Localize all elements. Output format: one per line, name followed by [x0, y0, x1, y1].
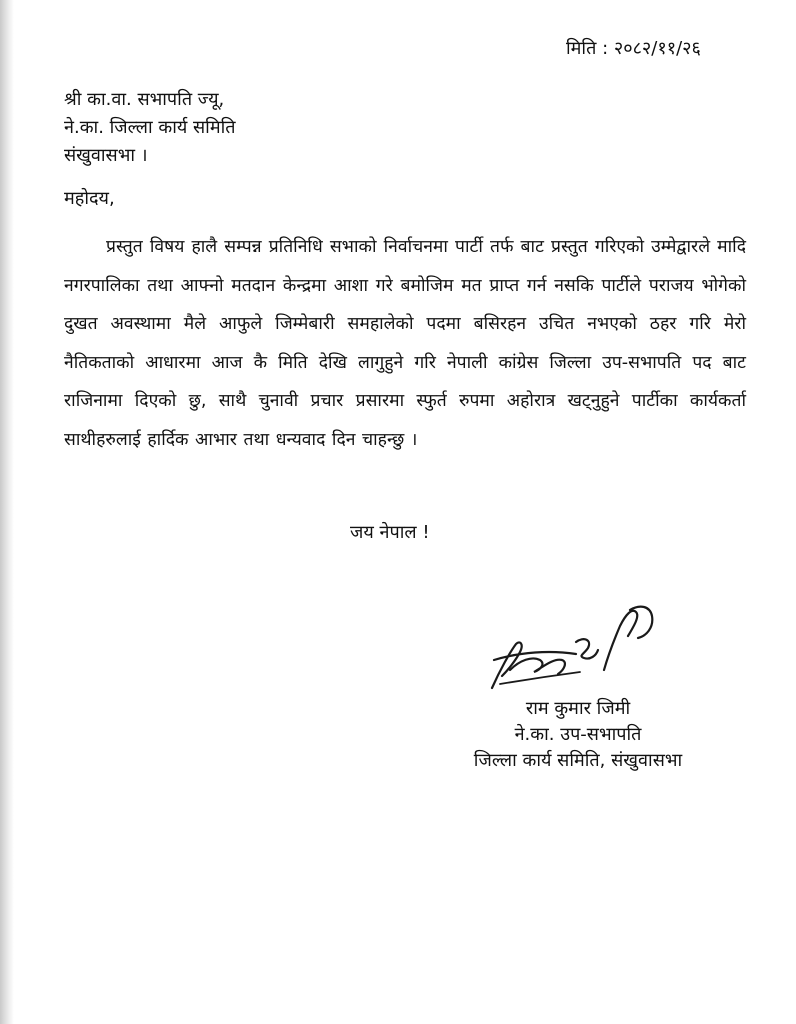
scan-edge-shadow [0, 0, 14, 1024]
addressee-line-2: ने.का. जिल्ला कार्य समिति [64, 117, 236, 138]
addressee-line-1: श्री का.वा. सभापति ज्यू, [64, 89, 225, 110]
handwritten-signature [480, 600, 660, 700]
salutation: महोदय, [64, 188, 115, 209]
letter-body: प्रस्तुत विषय हालै सम्पन्न प्रतिनिधि सभाको निर्वाचनमा पार्टी तर्फ बाट प्रस्तुत गरिएको उम्मेद्वारले मादि नगरपालिका तथा आफ्नो मतदान केन्द्रमा आशा गरे बमोजिम मत प्राप्त गर्न नसकि पार्टीले पराजय भोगेको दुखत अवस्थामा मैले आफुले जिम्मेबारी समहालेको पदमा बसिरहन उचित नभएको ठहर गरि मेरो नैतिकताको आधारमा आज कै मिति देखि लागुहुने गरि नेपाली कांग्रेस जिल्ला उप-सभापति पद बाट राजिनामा दिएको छु, साथै चुनावी प्रचार प्रसारमा स्फुर्त रुपमा अहोरात्र खट्नुहुने पार्टीका कार्यकर्ता साथीहरुलाई हार्दिक आभार तथा धन्यवाद दिन चाहन्छु । [64, 237, 746, 450]
signer-name: राम कुमार जिमी [525, 698, 631, 719]
addressee-line-3: संखुवासभा । [64, 145, 148, 166]
signer-title: ने.का. उप-सभापति [514, 724, 642, 745]
closing-line: जय नेपाल ! [350, 522, 430, 543]
letter-date: मिति : २०८२/११/२६ [566, 38, 701, 59]
signer-organization: जिल्ला कार्य समिति, संखुवासभा [473, 750, 683, 771]
signer-block [458, 696, 698, 774]
addressee-block [64, 86, 236, 170]
